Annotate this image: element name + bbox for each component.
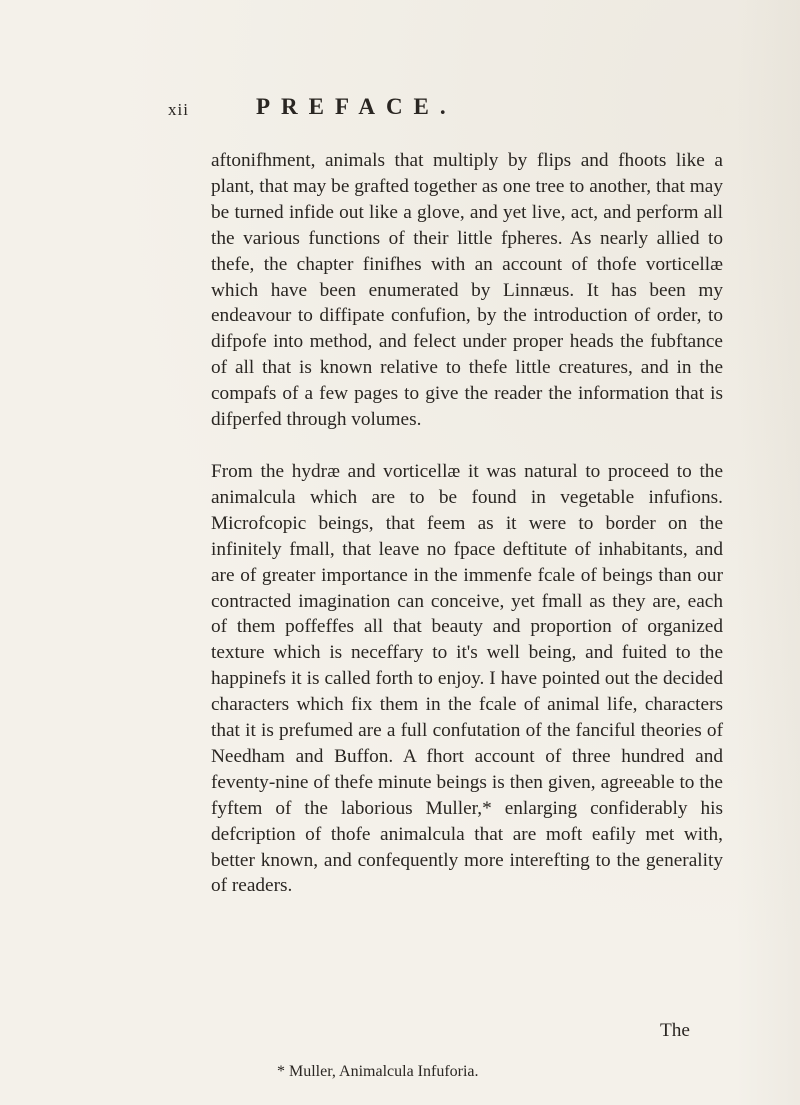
footnote: * Muller, Animalcula Infuforia. — [277, 1063, 479, 1080]
paragraph-1: aftonifhment, animals that multiply by flips and fhoots like a plant, that may be grafted together as one tree to another, that may be turned infide out like a glove, and yet live, act, and perform all the various functions of their little fpheres. As nearly allied to thefe, the chapter finifhes with an account of thofe vorticellæ which have been enumerated by Linnæus. It has been my endeavour to diffipate confufion, by the introduction of order, to difpofe into method, and felect under proper heads the fubftance of all that is known relative to thefe little creatures, and in the compafs of a few pages to give the reader the information that is difperfed through volumes. — [211, 150, 723, 431]
catchword: The — [660, 1020, 690, 1041]
page-number: xii — [168, 100, 189, 119]
running-head — [168, 96, 728, 126]
running-title: PREFACE. — [256, 94, 457, 119]
body-text — [211, 148, 723, 899]
paragraph-2: From the hydræ and vorticellæ it was natural to proceed to the animalcula which are to be found in vegetable infufions. Microfcopic beings, that feem as it were to border on the infinitely fmall, that leave no fpace deftitute of inhabitants, and are of greater importance in the immenfe fcale of beings than our contracted imagination can conceive, yet fmall as they are, each of them poffeffes all that beauty and proportion of organized texture which is neceffary to it's well being, and fuited to the happinefs it is called forth to enjoy. I have pointed out the decided characters which fix them in the fcale of animal life, characters that it is prefumed are a full confutation of the fanciful theories of Needham and Buffon. A fhort account of three hundred and feventy-nine of thefe minute beings is then given, agreeable to the fyftem of the laborious Muller,* enlarging confiderably his defcription of thofe animalcula that are moft eafily met with, better known, and confequently more interefting to the generality of readers. — [211, 460, 723, 897]
